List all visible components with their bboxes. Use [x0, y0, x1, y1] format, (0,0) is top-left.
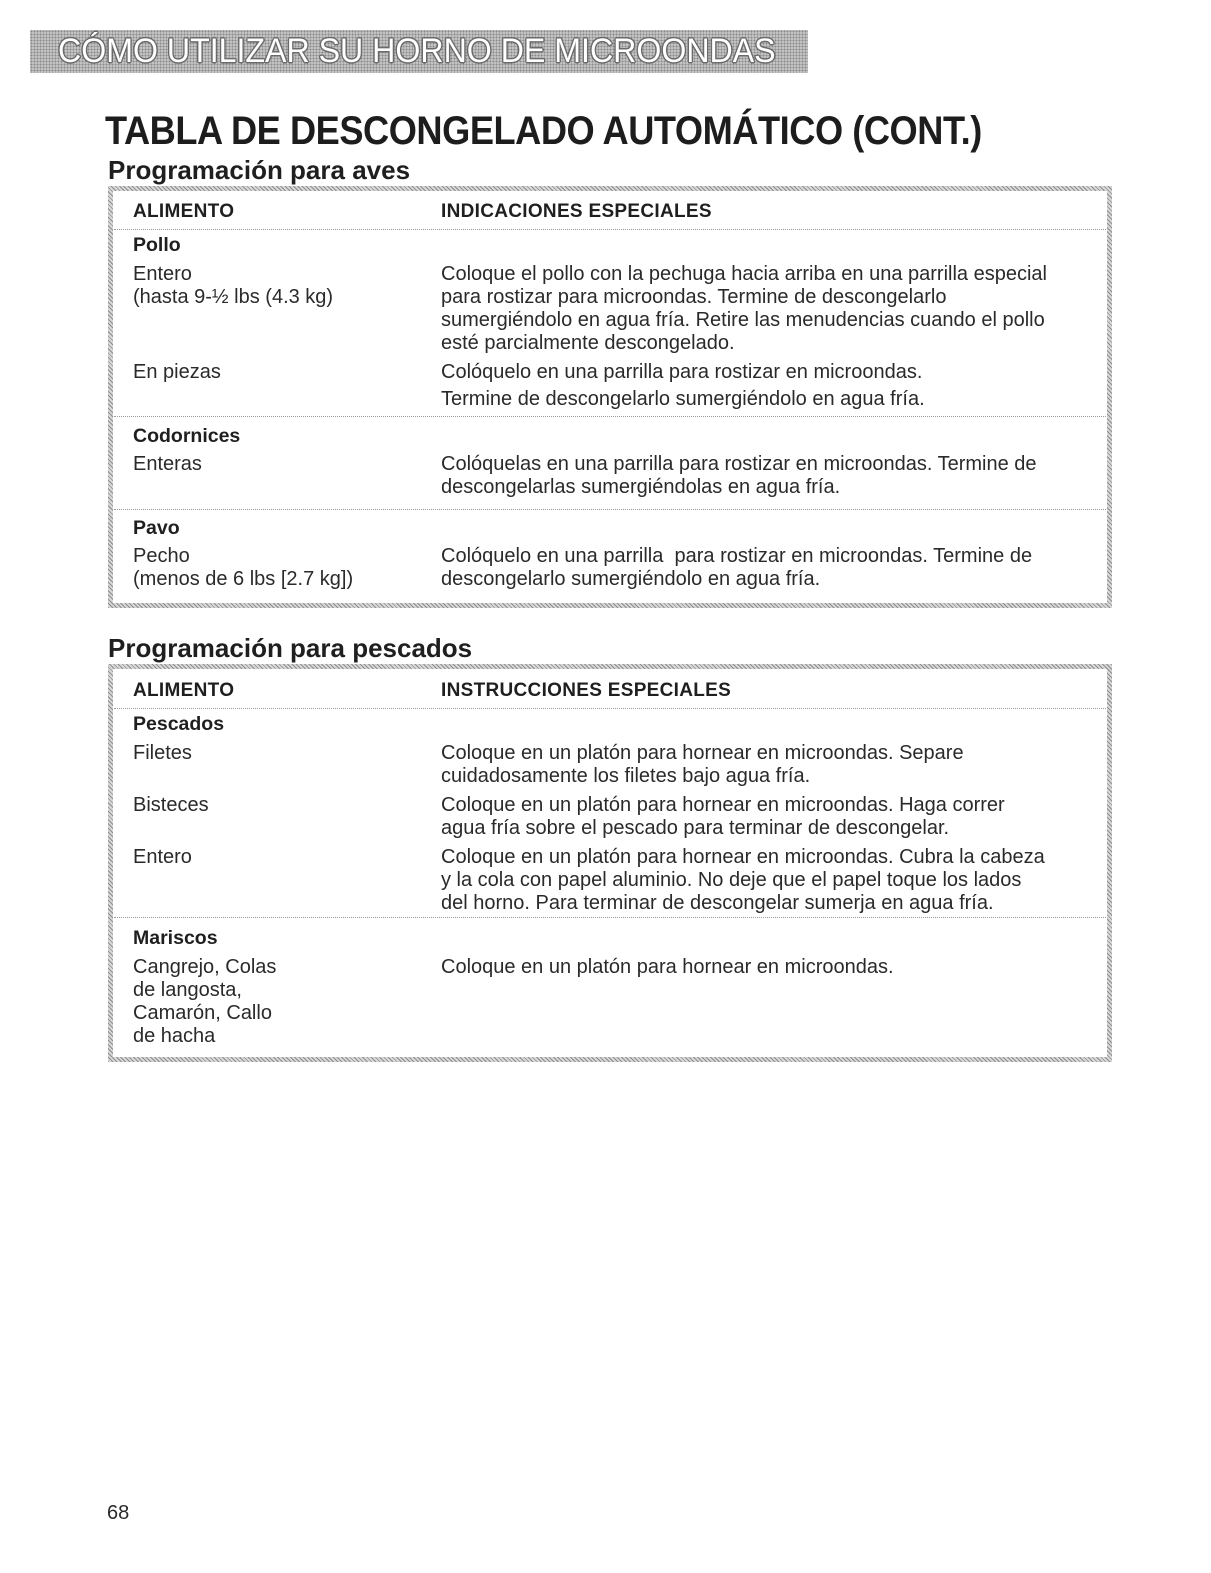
- food-cell: [133, 742, 423, 765]
- group-divider: [114, 509, 1106, 510]
- food-text: (menos de 6 lbs [2.7 kg]): [133, 568, 354, 590]
- group-divider: [114, 917, 1106, 918]
- food-text: Filetes: [133, 742, 192, 764]
- group-heading: Pescados: [133, 713, 225, 735]
- instruction-text: agua fría sobre el pescado para terminar de descongelar.: [441, 817, 950, 839]
- food-text: Pecho: [133, 545, 190, 567]
- group-heading: Pollo: [133, 234, 181, 256]
- section-banner: [30, 30, 808, 73]
- instructions-cell: [441, 263, 1103, 355]
- food-cell: [133, 361, 423, 384]
- instructions-cell: [441, 361, 1103, 411]
- instructions-cell: [441, 453, 1103, 499]
- instruction-text: sumergiéndolo en agua fría. Retire las menudencias cuando el pollo: [441, 309, 1045, 331]
- header-divider: [114, 229, 1106, 230]
- food-text: Entero: [133, 263, 192, 285]
- food-text: (hasta 9-½ lbs (4.3 kg): [133, 286, 334, 308]
- food-cell: [133, 846, 423, 869]
- banner-title: CÓMO UTILIZAR SU HORNO DE MICROONDAS: [58, 32, 776, 70]
- page-number: 68: [107, 1502, 130, 1524]
- instruction-text: Termine de descongelarlo sumergiéndolo en agua fría.: [441, 388, 925, 410]
- group-heading: Pavo: [133, 517, 180, 539]
- food-text: Entero: [133, 846, 192, 868]
- food-text: En piezas: [133, 361, 221, 383]
- group-heading: Codornices: [133, 425, 241, 447]
- instruction-text: Coloque en un platón para hornear en microondas. Cubra la cabeza: [441, 846, 1045, 868]
- food-text: Bisteces: [133, 794, 209, 816]
- food-cell: [133, 545, 423, 591]
- group-heading: Mariscos: [133, 927, 218, 949]
- instruction-text: Colóquelo en una parrilla para rostizar en microondas. Termine de: [441, 545, 1033, 567]
- instruction-text: y la cola con papel aluminio. No deje que el papel toque los lados: [441, 869, 1022, 891]
- instructions-cell: [441, 956, 1103, 979]
- food-text: de hacha: [133, 1025, 216, 1047]
- food-text: Enteras: [133, 453, 202, 475]
- instructions-cell: [441, 545, 1103, 591]
- header-divider: [114, 708, 1106, 709]
- instruction-text: Coloque en un platón para hornear en microondas. Haga correr: [441, 794, 1005, 816]
- column-header-food: ALIMENTO: [133, 201, 235, 222]
- food-text: Cangrejo, Colas: [133, 956, 277, 978]
- instruction-text: esté parcialmente descongelado.: [441, 332, 735, 354]
- instruction-text: Coloque el pollo con la pechuga hacia arriba en una parrilla especial: [441, 263, 1047, 285]
- food-cell: [133, 263, 423, 309]
- instructions-cell: [441, 794, 1103, 840]
- page-title: TABLA DE DESCONGELADO AUTOMÁTICO (CONT.): [105, 109, 982, 153]
- food-cell: [133, 794, 423, 817]
- instruction-text: cuidadosamente los filetes bajo agua fría.: [441, 765, 811, 787]
- instruction-text: Coloque en un platón para hornear en microondas.: [441, 956, 894, 978]
- food-text: Camarón, Callo: [133, 1002, 272, 1024]
- instruction-text: Colóquelas en una parrilla para rostizar en microondas. Termine de: [441, 453, 1037, 475]
- food-cell: [133, 453, 423, 476]
- food-cell: [133, 956, 423, 1048]
- poultry-table: [108, 186, 1112, 608]
- instruction-text: del horno. Para terminar de descongelar sumerja en agua fría.: [441, 892, 994, 914]
- food-text: de langosta,: [133, 979, 242, 1001]
- instruction-text: para rostizar para microondas. Termine de descongelarlo: [441, 286, 947, 308]
- instruction-text: descongelarlo sumergiéndolo en agua fría.: [441, 568, 821, 590]
- instruction-text: descongelarlas sumergiéndolas en agua fría.: [441, 476, 841, 498]
- instruction-text: Coloque en un platón para hornear en microondas. Separe: [441, 742, 964, 764]
- instructions-cell: [441, 742, 1103, 788]
- column-header-food: ALIMENTO: [133, 680, 235, 701]
- fish-table: [108, 664, 1112, 1062]
- group-divider: [114, 416, 1106, 417]
- poultry-heading: Programación para aves: [108, 155, 411, 185]
- column-header-instructions: INSTRUCCIONES ESPECIALES: [441, 680, 732, 701]
- column-header-instructions: INDICACIONES ESPECIALES: [441, 201, 712, 222]
- fish-heading: Programación para pescados: [108, 633, 473, 663]
- instruction-text: Colóquelo en una parrilla para rostizar en microondas.: [441, 361, 923, 383]
- instructions-cell: [441, 846, 1103, 915]
